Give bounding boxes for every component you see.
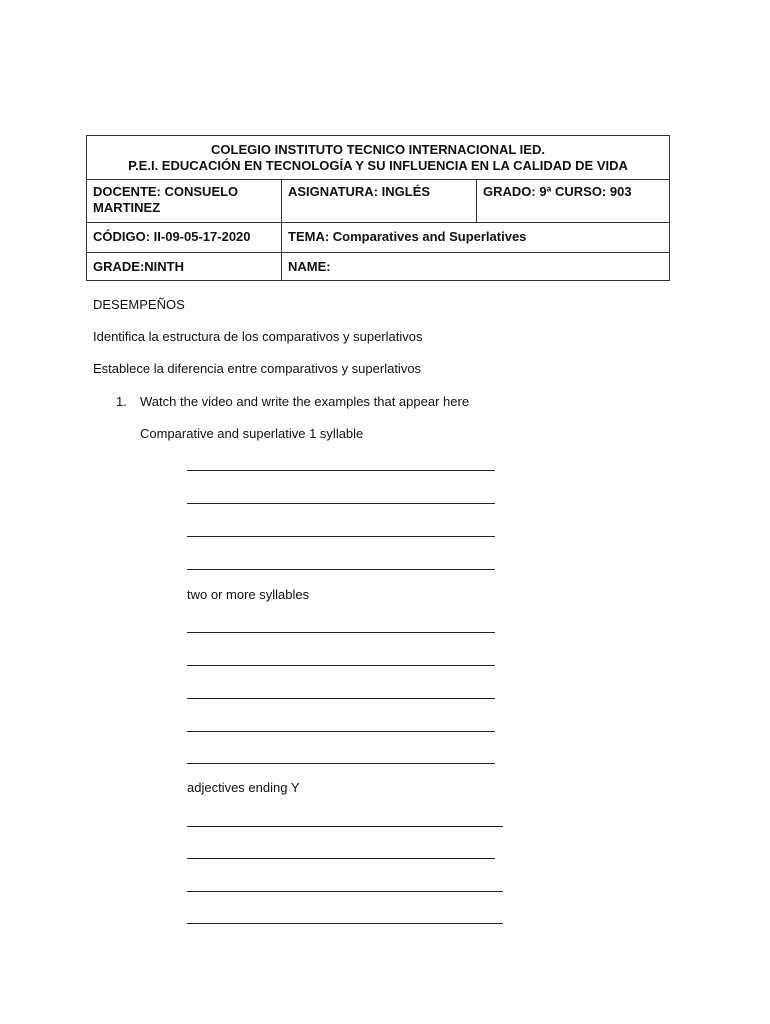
answer-line[interactable] (187, 503, 495, 504)
answer-line[interactable] (187, 891, 503, 892)
answer-line[interactable] (187, 763, 495, 764)
section-heading-ending-y: adjectives ending Y (187, 780, 300, 795)
answer-line[interactable] (187, 923, 503, 924)
docente-cell: DOCENTE: CONSUELO MARTINEZ (87, 180, 282, 223)
desempenos-heading: DESEMPEÑOS (93, 297, 185, 312)
answer-line[interactable] (187, 698, 495, 699)
answer-line[interactable] (187, 536, 495, 537)
objective-2: Establece la diferencia entre comparativos y superlativos (93, 361, 422, 376)
answer-line[interactable] (187, 665, 495, 666)
answer-line[interactable] (187, 569, 495, 570)
instruction-text: Watch the video and write the examples that appear here (140, 394, 470, 409)
answer-line[interactable] (187, 470, 495, 471)
section-heading-1-syllable: Comparative and superlative 1 syllable (140, 426, 364, 441)
grado-cell: GRADO: 9ª CURSO: 903 (477, 180, 670, 223)
answer-line[interactable] (187, 826, 503, 827)
objective-1: Identifica la estructura de los comparativos y superlativos (93, 329, 423, 344)
answer-line[interactable] (187, 858, 495, 859)
item-number: 1. (116, 394, 127, 409)
tema-cell: TEMA: Comparatives and Superlatives (282, 223, 670, 253)
asignatura-cell: ASIGNATURA: INGLÉS (282, 180, 477, 223)
answer-line[interactable] (187, 632, 495, 633)
grade-cell: GRADE:NINTH (87, 253, 282, 281)
header-table (86, 135, 670, 281)
codigo-cell: CÓDIGO: II-09-05-17-2020 (87, 223, 282, 253)
title-cell (87, 136, 670, 180)
answer-line[interactable] (187, 731, 495, 732)
section-heading-two-syllables: two or more syllables (187, 587, 310, 602)
pei-title: P.E.I. EDUCACIÓN EN TECNOLOGÍA Y SU INFLUENCIA EN LA CALIDAD DE VIDA (128, 158, 628, 173)
school-name: COLEGIO INSTITUTO TECNICO INTERNACIONAL IED. (211, 142, 545, 157)
name-cell: NAME: (282, 253, 670, 281)
